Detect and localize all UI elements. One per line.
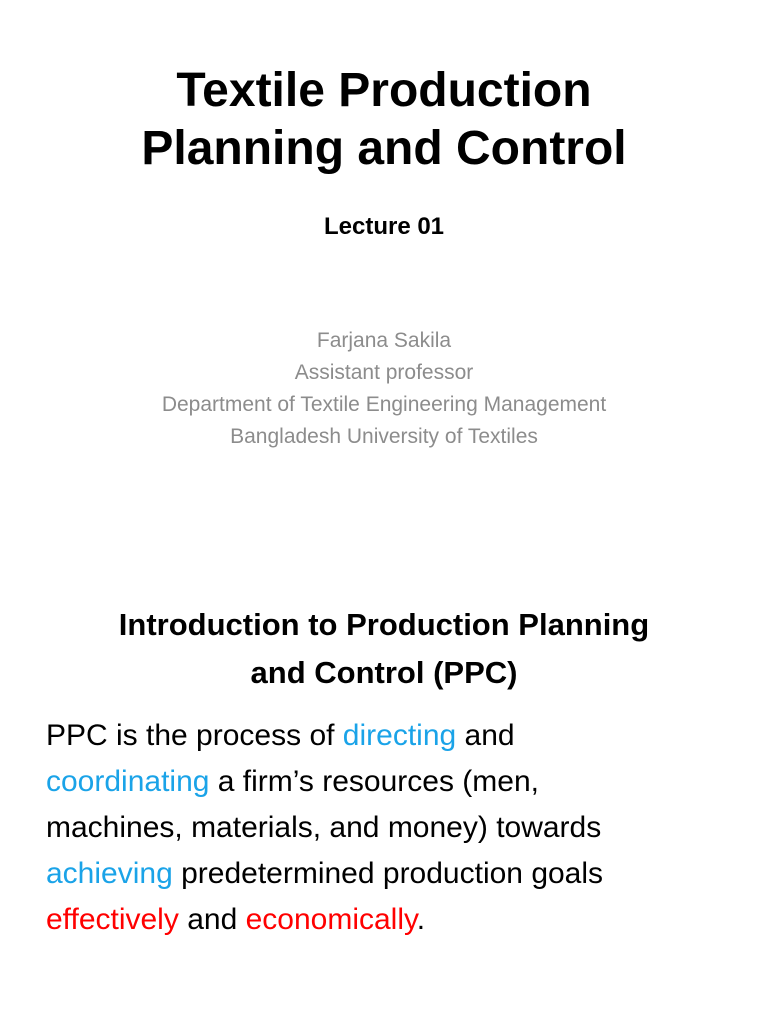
author-position: Assistant professor <box>294 361 474 384</box>
keyword-directing: directing <box>342 719 457 752</box>
author-institution: Bangladesh University of Textiles <box>230 425 538 448</box>
definition-line-5 <box>46 897 736 943</box>
slide-title-line-1: Textile Production <box>176 64 592 117</box>
section-heading-line-1: Introduction to Production Planning <box>118 607 650 642</box>
keyword-achieving: achieving <box>46 857 173 890</box>
definition-line-3: machines, materials, and money) towards <box>46 811 602 844</box>
ppc-definition <box>46 713 736 943</box>
definition-line-1 <box>46 713 736 759</box>
definition-text: predetermined production goals <box>172 857 604 890</box>
definition-text: . <box>416 903 426 936</box>
keyword-economically: economically <box>245 903 417 936</box>
slide-title-line-2: Planning and Control <box>141 122 627 175</box>
definition-text: and <box>456 719 515 752</box>
keyword-coordinating: coordinating <box>46 765 210 798</box>
lecture-number: Lecture 01 <box>323 213 445 240</box>
slide-title <box>0 62 768 178</box>
definition-line-2 <box>46 759 736 805</box>
definition-text: and <box>178 903 246 936</box>
introduction-slide <box>0 512 768 1024</box>
keyword-effectively: effectively <box>46 903 179 936</box>
definition-text: a firm’s resources (men, <box>209 765 539 798</box>
author-name: Farjana Sakila <box>316 329 452 352</box>
author-info <box>0 325 768 453</box>
definition-line-4 <box>46 851 736 897</box>
section-heading <box>0 601 768 697</box>
section-heading-line-2: and Control (PPC) <box>250 655 518 690</box>
definition-text: PPC is the process of <box>46 719 343 752</box>
author-department: Department of Textile Engineering Management <box>161 393 607 416</box>
